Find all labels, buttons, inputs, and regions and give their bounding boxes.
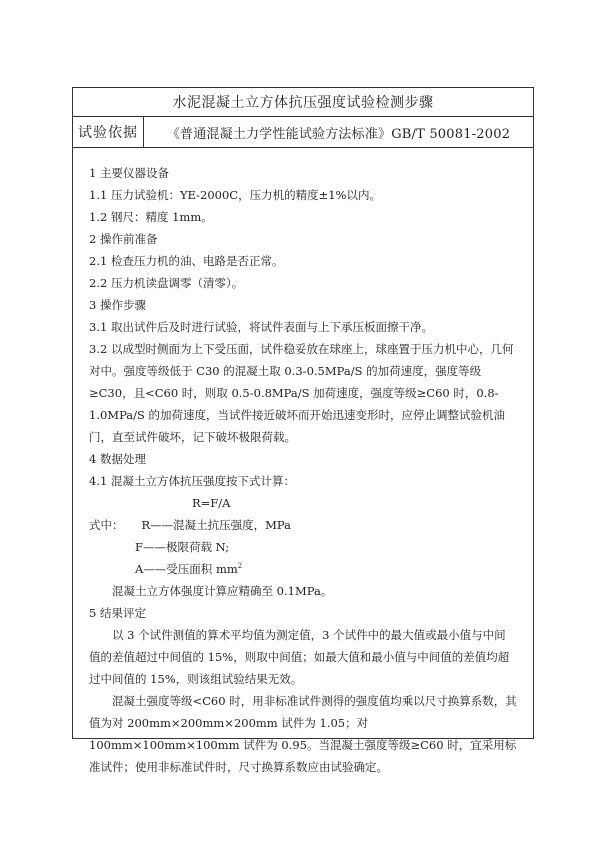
symbol-a-text: A——受压面积 mm	[135, 562, 238, 576]
section-heading: 2 操作前准备	[89, 232, 158, 246]
section-heading: 3 操作步骤	[89, 298, 146, 312]
paragraph: 1.2 钢尺：精度 1mm。	[89, 210, 213, 224]
document-body	[73, 148, 533, 778]
section-heading: 1 主要仪器设备	[89, 166, 169, 180]
superscript: 2	[237, 562, 243, 571]
paragraph: 1.1 压力试验机：YE-2000C，压力机的精度±1%以内。	[89, 188, 381, 202]
symbol-r-text: R——混凝土抗压强度，MPa	[141, 518, 292, 532]
basis-row	[73, 117, 533, 148]
paragraph: 4.1 混凝土立方体抗压强度按下式计算：	[89, 474, 295, 488]
formula: R=F/A	[192, 496, 231, 510]
paragraph: 混凝土立方体强度计算应精确至 0.1MPa。	[112, 584, 333, 598]
where-label: 式中：	[89, 518, 124, 532]
symbol-definition-f: F——极限荷载 N;	[135, 540, 230, 554]
paragraph: 3.2 以成型时侧面为上下受压面，试件稳妥放在球座上，球座置于压力机中心，几何对中。强度等级低于 C30 的混凝土取 0.3-0.5MPa/S 的加荷速度，强度等级≥C30，且<C60 时，则取 0.5-0.8MPa/S 加荷速度，强度等级≥C60 时，0.8-1.0MPa/S 的加荷速度，当试件接近破坏而开始迅速变形时，应停止调整试验机油门，直至试件破坏，记下破坏极限荷载。	[89, 342, 514, 444]
paragraph: 2.2 压力机读盘调零（清零）。	[89, 276, 244, 290]
symbol-definition-a	[89, 558, 517, 580]
section-heading: 5 结果评定	[89, 606, 146, 620]
symbol-definition-r	[89, 514, 517, 536]
paragraph: 3.1 取出试件后及时进行试验，将试件表面与上下承压板面擦干净。	[89, 320, 433, 334]
document-sheet	[72, 87, 534, 774]
basis-value: 《普通混凝土力学性能试验方法标准》GB/T 50081-2002	[166, 126, 511, 142]
document-title: 水泥混凝土立方体抗压强度试验检测步骤	[73, 88, 533, 117]
paragraph: 以 3 个试件测值的算术平均值为测定值，3 个试件中的最大值或最小值与中间值的差值超过中间值的 15%，则取中间值；如最大值和最小值与中间值的差值均超过中间值的 15%，则该组试验结果无效。	[89, 628, 510, 686]
paragraph: 2.1 检查压力机的油、电路是否正常。	[89, 254, 284, 268]
paragraph: 混凝土强度等级<C60 时，用非标准试件测得的强度值均乘以尺寸换算系数，其值为对 200mm×200mm×200mm 试件为 1.05；对 100mm×100mm×100mm 试件为 0.95。当混凝土强度等级≥C60 时，宜采用标准试件；使用非标准试件时，尺寸换算系数应由试验确定。	[89, 694, 517, 774]
section-heading: 4 数据处理	[89, 452, 146, 466]
basis-label: 试验依据	[73, 117, 144, 147]
